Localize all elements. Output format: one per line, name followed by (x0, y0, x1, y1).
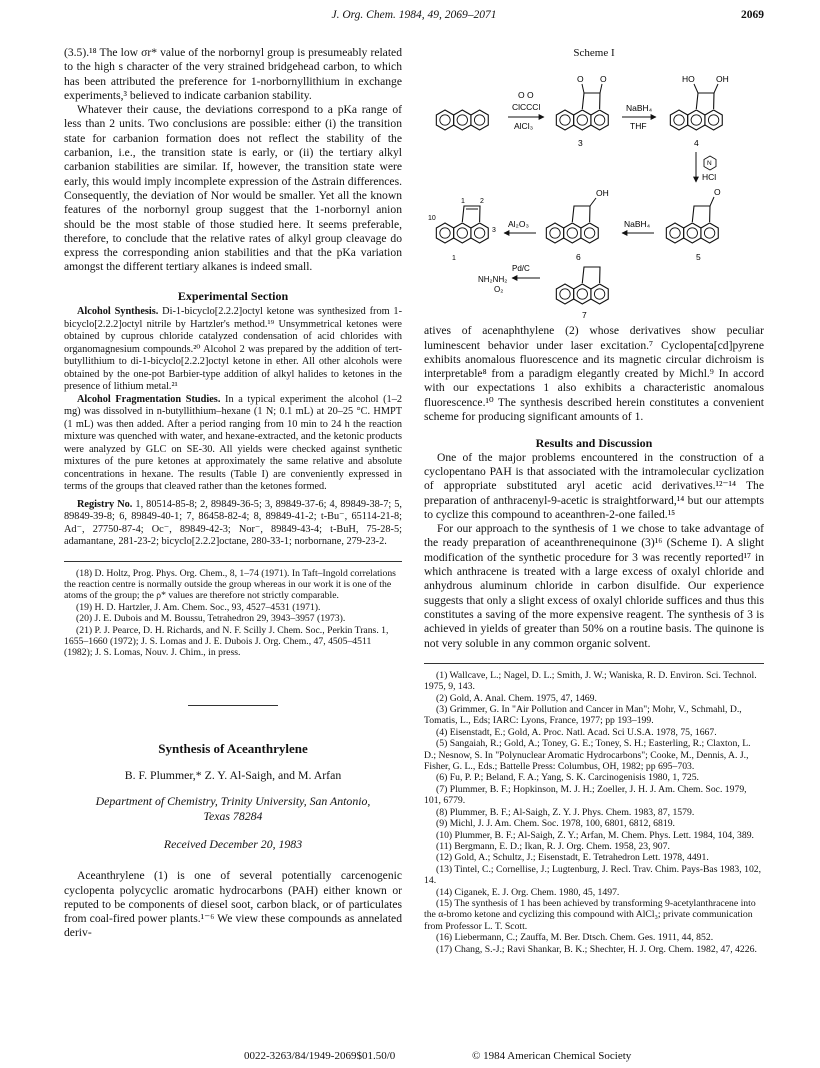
alcohol-synthesis-text: Di-1-bicyclo[2.2.2]octyl ketone was synthesized from 1-bicyclo[2.2.2]octyl nitrile by Hartzler's method.¹⁹ Unsymmetrical ketones were obtained by cuprous chloride catalyzed condensation of acid chlorides with organomagnesium compounds.²⁰ Alcohol 2 was prepared by the addition of tert-butyllithium to di-1-bicyclo[2.2.2]octyl ketone in ether. All other alcohols were obtained by the one-pot Barbier-type addition of alkyl halides to ketones in the presence of lithium metal.²¹ (64, 306, 402, 393)
footnote: (13) Tintel, C.; Cornellise, J.; Lugtenburg, J. Recl. Trav. Chim. Pays-Bas 1983, 102, 14. (424, 863, 762, 887)
received-date: Received December 20, 1983 (163, 836, 303, 851)
footnote: (1) Wallcave, L.; Nagel, D. L.; Smith, J. W.; Waniska, R. D. Environ. Sci. Technol. 1975, 9, 143. (424, 669, 757, 693)
run-in-heading: Alcohol Fragmentation Studies. (77, 393, 221, 405)
reagent-aluminum-chloride: AlCl₃ (514, 121, 534, 132)
alcohol-fragmentation-paragraph (64, 394, 402, 494)
hydroxyl-label: HO (682, 74, 695, 85)
footnote: (12) Gold, A.; Schultz, J.; Eisenstadt, E. Tetrahedron Lett. 1978, 4491. (436, 852, 709, 864)
footnote: (4) Eisenstadt, E.; Gold, A. Proc. Natl. Acad. Sci U.S.A. 1978, 75, 1667. (436, 726, 717, 738)
footnote: (14) Ciganek, E. J. Org. Chem. 1980, 45, 1497. (436, 886, 620, 898)
article-code: 0022-3263/84/1949-2069$01.50/0 (244, 1050, 396, 1062)
footnote: (8) Plummer, B. F.; Al-Saigh, Z. Y. J. Phys. Chem. 1983, 87, 1579. (436, 806, 695, 818)
footnote: (20) J. E. Dubois and M. Boussu, Tetrahedron 29, 3943–3957 (1973). (76, 613, 346, 625)
registry-paragraph (64, 499, 402, 549)
experimental-body (64, 306, 402, 549)
compound-number-7: 7 (582, 310, 587, 321)
footnotes-left (64, 568, 402, 659)
compound-number-1: 1 (452, 255, 456, 263)
compound-7-structure (556, 267, 608, 304)
hydroxyl-label: OH (596, 188, 609, 199)
article-authors: B. F. Plummer,* Z. Y. Al-Saigh, and M. Arfan (124, 768, 342, 783)
paragraph-problems: One of the major problems encountered in the construction of a cyclopentano PAH is that associated with the intramolecular cyclization of appropriate substituted aryl acetic acid derivatives.¹²⁻¹⁴ The preparation of anthracenyl-9-acetic is straightforward,¹⁴ but our attempts to cyclize this compound to aceanthren-2-one failed.¹⁵ (424, 450, 764, 521)
reagent-thf: THF (630, 121, 647, 132)
carbonyl-oxygen-label: O (600, 74, 607, 85)
footnote: (16) Liebermann, C.; Zauffa, M. Ber. Dtsch. Chem. Ges. 1911, 44, 852. (436, 932, 714, 944)
ring-position-label: 1 (461, 198, 465, 206)
paragraph-derivatives: atives of acenaphthylene (2) whose derivatives show peculiar luminescent behavior under laser excitation.⁷ Cyclopenta[cd]pyrene exhibits anomalous fluorescence and its magnetic circular dichroism is interpretable⁸ from a paradigm elegantly created by Michl.⁹ In accord with our expectations 1 also exhibits a characteristic anomalous fluorescence.¹⁰ The synthesis described herein constitutes a convenient scheme for producing significant amounts of 1. (424, 324, 764, 424)
footnote: (5) Sangaiah, R.; Gold, A.; Toney, G. E.; Toney, S. H.; Easterling, R.; Claxton, L. D.; Nesnow, S. In "Polynuclear Aromatic Hydrocarbons"; Cooke, M., Dennis, A. J., Fisher, G. L., Eds.; Battelle Press: Columbus, OH, 1982; pp 695–703. (424, 738, 751, 773)
ring-position-label: 3 (492, 227, 496, 235)
compound-number-3: 3 (578, 138, 583, 149)
run-in-heading: Alcohol Synthesis. (77, 306, 159, 318)
footnote-rule (64, 561, 402, 562)
copyright-notice: © 1984 American Chemical Society (472, 1050, 632, 1062)
footnote: (18) D. Holtz, Prog. Phys. Org. Chem., 8, 1–74 (1971). In Taft–Ingold correlations the reaction centre is normally outside the group whereas in our work it is one of the atoms of the group; the ρ* values are therefore not strictly comparable. (64, 567, 396, 602)
footnote: (3) Grimmer, G. In "Air Pollution and Cancer in Man"; Mohr, V., Schmahl, D., Tomatis, L., Eds; IARC: Lyons, France, 1977; pp 193–199. (424, 704, 742, 727)
footnote: (10) Plummer, B. F.; Al-Saigh, Z. Y.; Arfan, M. Chem. Phys. Lett. 1984, 104, 389. (436, 829, 754, 841)
footnote: (9) Michl, J. J. Am. Chem. Soc. 1978, 100, 6801, 6812, 6819. (436, 818, 675, 830)
scheme-figure (424, 60, 764, 322)
compound-number-5: 5 (696, 252, 701, 263)
footnote: (21) P. J. Pearce, D. H. Richards, and N. F. Scilly J. Chem. Soc., Perkin Trans. 1, 1655–1660 (1972); J. S. Lomas and J. E. Dubois J. Org. Chem., 47, 4505–4511 (1982); J. S. Lomas, Nouv. J. Chim., in press. (64, 624, 389, 659)
paragraph-approach: For our approach to the synthesis of 1 we chose to take advantage of the ready preparation of aceanthrenequinone (3)¹⁶ (Scheme I). A slight modification of the synthetic procedure for 3 was recently reported¹⁷ in which anthracene is treated with a large excess of oxalyl chloride and anhydrous aluminum chloride in carbon disulfide. Our experience suggests that only a slight excess of oxalyl chloride suffices and thus this constitutes a saving of the more expensive reagent. The synthesis of 3 is achieved in yields of greater than 50% on a routine basis. The quinone is not very soluble in any common organic solvent. (424, 522, 764, 650)
section-heading-experimental: Experimental Section (177, 288, 289, 303)
author-affiliation: Department of Chemistry, Trinity University, San Antonio, Texas 78284 (95, 794, 371, 823)
ring-position-label: 10 (428, 215, 436, 223)
reagent-oxalyl-chloride: ClCCCl (512, 102, 541, 113)
ring-position-label: 2 (480, 198, 484, 206)
reagent-alumina: Al₂O₃ (508, 219, 529, 230)
compound-1-structure (436, 206, 488, 243)
hydroxyl-label: OH (716, 74, 729, 85)
paragraph-intro: Aceanthrylene (1) is one of several potentially carcenogenic cyclopenta polycyclic aromatic hydrocarbons (PAH) either known or reputed to be components of diesel soot, carbon black, or of particulates from coal-fired power plants.¹⁻⁶ We view these compounds as annelated deriv- (64, 869, 402, 940)
article-title: Synthesis of Aceanthrylene (158, 740, 308, 756)
reagent-hydrazine: NH₂NH₂ (478, 275, 508, 285)
journal-citation: J. Org. Chem. 1984, 49, 2069–2071 (331, 9, 497, 21)
footnote: (19) H. D. Hartzler, J. Am. Chem. Soc., 93, 4527–4531 (1971). (76, 601, 321, 613)
page-number: 2069 (741, 9, 764, 21)
paragraph-continuation: (3.5).¹⁸ The low σr* value of the norbornyl group is presumeably related to the high s character of the very strained bridgehead carbon, to which has been attributed the preference for 1-norbornyllithium in exchange experiments,³ believed to indicate carbanion stability. (64, 46, 402, 102)
compound-4-structure (670, 84, 722, 130)
compound-3-structure (556, 84, 608, 130)
footnote: (7) Plummer, B. F.; Hopkinson, M. J. H.; Zoeller, J. H. J. Am. Chem. Soc. 1979, 101, 6779. (424, 783, 747, 807)
footnote: (17) Chang, S.-J.; Ravi Shankar, B. K.; Shechter, H. J. Org. Chem. 1982, 47, 4226. (436, 943, 757, 955)
compound-number-4: 4 (694, 138, 699, 149)
footnote: (2) Gold, A. Anal. Chem. 1975, 47, 1469. (436, 692, 597, 704)
compound-5-structure (666, 197, 718, 243)
carbonyl-oxygen-label: O (714, 187, 721, 198)
scheme-title: Scheme I (573, 47, 615, 59)
footnote-rule (424, 663, 764, 664)
footnote: (6) Fu, P. P.; Beland, F. A.; Yang, S. K. Carcinogenisis 1980, 1, 725. (436, 772, 699, 784)
run-in-heading: Registry No. (77, 498, 133, 510)
compound-number-6: 6 (576, 252, 581, 263)
running-head (64, 9, 764, 25)
oxalyl-carbonyl-label: O O (518, 90, 534, 101)
footnote: (15) The synthesis of 1 has been achieved by transforming 9-acetylanthracene into the α-bromo ketone and cyclizing this compound with AlCl₃; private communication from Professor L. T. Scott. (424, 897, 756, 932)
carbonyl-oxygen-label: O (577, 74, 584, 85)
reagent-palladium-carbon: Pd/C (512, 264, 530, 274)
reagent-oxygen: O₂ (494, 285, 504, 295)
right-column (424, 46, 764, 1036)
alcohol-fragmentation-text: In a typical experiment the alcohol (1–2 mg) was dissolved in n-butyllithium–hexane (1 N; 0.1 mL) at 20–25 °C. HMPT (1 mL) was then added. After a period ranging from 10 min to 24 h the reaction mixture was quenched with water, and hexane-extracted, and the ketonic products were analyzed by GLC on SE-30. All yields were checked against synthetic mixtures of the pure ketones at approximately the same relative and absolute concentrations in hexane. The results (Table I) are conveniently expressed in terms of the groups that cleaved rather than the ketones formed. (64, 393, 402, 493)
registry-text: 1, 80514-85-8; 2, 89849-36-5; 3, 89849-37-6; 4, 89849-38-7; 5, 89849-39-8; 6, 89849-40-1; 7, 86458-82-4; 8, 89849-41-2; t-Bu⁻, 65114-21-8; Ad⁻, 27750-87-4; Oc⁻, 89849-42-3; Nor⁻, 89849-43-4; t-BuH, 75-28-5; adamantane, 281-23-2; bicyclo[2.2.2]octane, 280-33-1; norbornane, 279-23-2. (64, 498, 402, 548)
compound-6-structure (546, 198, 598, 243)
article-separator (188, 705, 278, 706)
left-column (64, 46, 402, 1036)
reagent-sodium-borohydride: NaBH₄ (624, 219, 651, 230)
pyridine-nitrogen-label: N (707, 160, 712, 168)
reagent-sodium-borohydride: NaBH₄ (626, 103, 653, 114)
paragraph-conclusions: Whatever their cause, the deviations correspond to a pKa range of less than 2 units. Two conclusions are possible: either (i) the transition state for carbanion formation does not reflect the stability of the carbanion, i.e., the transition state is early, or (ii) the tertiary alkyl carbanion stabilities are similar. If, however, the transition state were early, this would imply incomplete expression of the Δstrain differences. Consequently, the deviation of Nor would be smaller. Yet all the known features of the norbornyl group suggest that the 1-norbornyl anion should be the most stable of those studied here. It seems preferable, therefore, to conclude that the relative rates of alkyl group cleavage do express the corresponding anion stabilities and that the pKa variation amongst the different tertiary alkanes is indeed small. (64, 103, 402, 274)
section-heading-results: Results and Discussion (535, 436, 653, 451)
footnote: (11) Bergmann, E. D.; Ikan, R. J. Org. Chem. 1958, 23, 907. (436, 840, 670, 852)
footnotes-right (424, 670, 764, 955)
alcohol-synthesis-paragraph (64, 306, 402, 394)
reagent-hcl: HCl (702, 172, 717, 183)
anthracene-structure (436, 110, 488, 130)
